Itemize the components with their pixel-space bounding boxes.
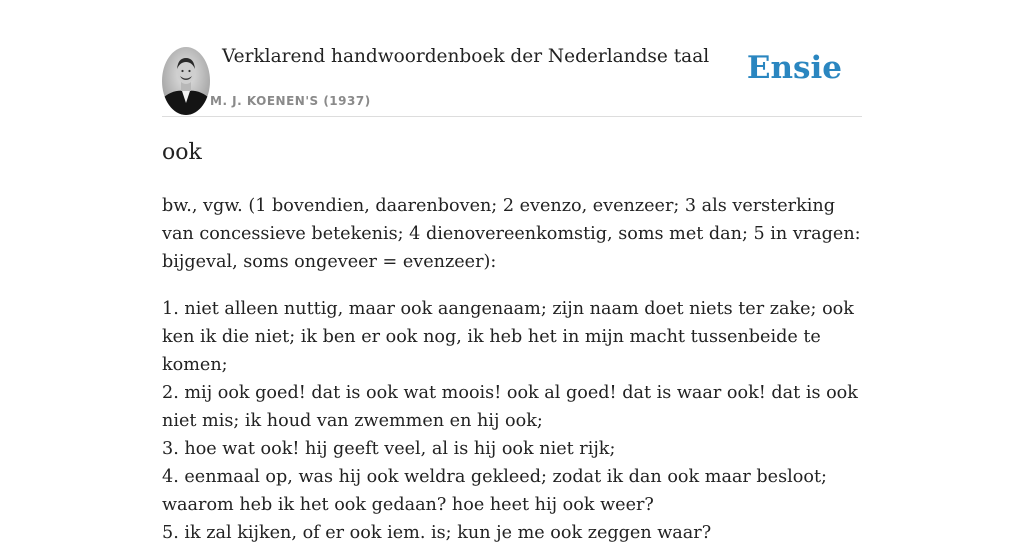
example-item: 2. mij ook goed! dat is ook wat moois! ook al goed! dat is waar ook! dat is ook niet mis; ik houd van zwemmen en hij ook; [162,383,858,431]
entry-headword: ook [162,140,202,165]
site-logo-link[interactable]: Ensie [746,50,842,86]
author-credit: M. J. KOENEN'S (1937) [210,94,371,108]
example-item: 3. hoe wat ook! hij geeft veel, al is hij ook niet rijk; [162,439,616,459]
example-item: 1. niet alleen nuttig, maar ook aangenaam; zijn naam doet niets ter zake; ook ken ik die niet; ik ben er ook nog, ik heb het in mijn macht tussenbeide te komen; [162,299,854,375]
book-title: Verklarend handwoordenboek der Nederlandse taal [222,46,710,67]
page-header [162,0,862,117]
entry-examples [162,295,862,547]
author-portrait [162,47,210,115]
page [162,0,862,543]
example-item: 5. ik zal kijken, of er ook iem. is; kun je me ook zeggen waar? [162,523,712,543]
entry-definition: bw., vgw. (1 bovendien, daarenboven; 2 evenzo, evenzeer; 3 als versterking van concessieve betekenis; 4 dienovereenkomstig, soms met dan; 5 in vragen: bijgeval, soms ongeveer = evenzeer): [162,196,861,272]
portrait-image [162,47,210,115]
example-item: 4. eenmaal op, was hij ook weldra gekleed; zodat ik dan ook maar besloot; waarom heb ik het ook gedaan? hoe heet hij ook weer? [162,467,827,515]
